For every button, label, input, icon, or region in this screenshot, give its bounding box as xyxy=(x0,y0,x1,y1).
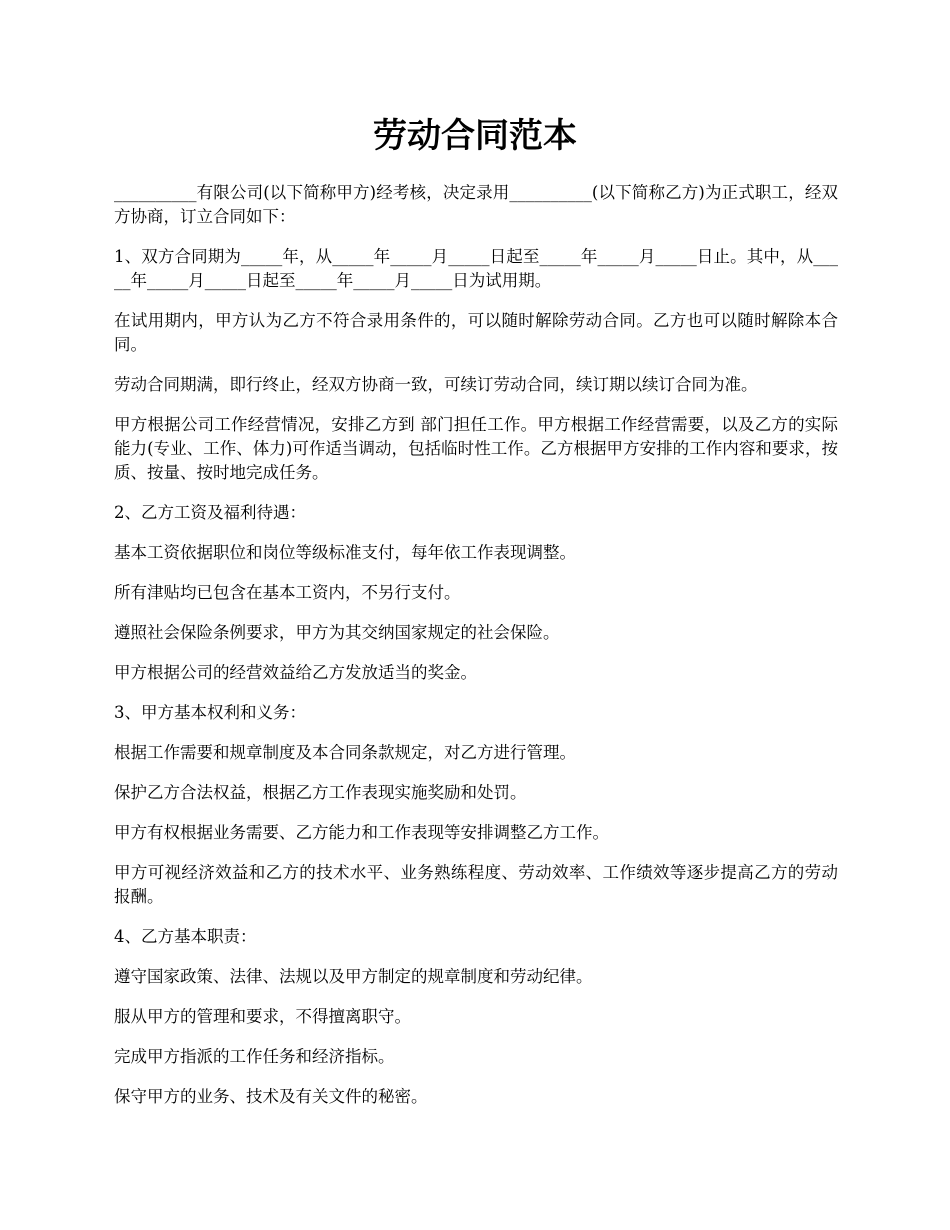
paragraph-confidentiality: 保守甲方的业务、技术及有关文件的秘密。 xyxy=(114,1087,428,1106)
paragraph-compensation: 甲方可视经济效益和乙方的技术水平、业务熟练程度、劳动效率、工作绩效等逐步提高乙方的劳动报酬。 xyxy=(114,863,838,906)
paragraph-management: 根据工作需要和规章制度及本合同条款规定，对乙方进行管理。 xyxy=(114,743,576,762)
paragraph-compliance: 遵守国家政策、法律、法规以及甲方制定的规章制度和劳动纪律。 xyxy=(114,967,593,986)
paragraph-adjustment: 甲方有权根据业务需要、乙方能力和工作表现等安排调整乙方工作。 xyxy=(114,823,609,842)
paragraph-tasks: 完成甲方指派的工作任务和经济指标。 xyxy=(114,1047,395,1066)
document-body xyxy=(114,181,838,1125)
paragraph-social-insurance: 遵照社会保险条例要求，甲方为其交纳国家规定的社会保险。 xyxy=(114,623,560,642)
paragraph-bonus: 甲方根据公司的经营效益给乙方发放适当的奖金。 xyxy=(114,663,477,682)
section-heading-salary: 2、乙方工资及福利待遇： xyxy=(114,503,306,522)
section-heading-party-a: 3、甲方基本权利和义务： xyxy=(114,703,306,722)
paragraph-intro: __________有限公司(以下简称甲方)经考核，决定录用__________(以下简称乙方)为正式职工，经双方协商，订立合同如下： xyxy=(114,183,838,226)
paragraph-protection: 保护乙方合法权益，根据乙方工作表现实施奖励和处罚。 xyxy=(114,783,527,802)
paragraph-contract-term: 1、双方合同期为_____年，从_____年_____月_____日起至_____年_____月_____日止。其中，从_____年_____月_____日起至_____年_____月_____日为试用期。 xyxy=(114,247,838,290)
paragraph-obedience: 服从甲方的管理和要求，不得擅离职守。 xyxy=(114,1007,411,1026)
paragraph-assignment: 甲方根据公司工作经营情况，安排乙方到 部门担任工作。甲方根据工作经营需要，以及乙方的实际能力(专业、工作、体力)可作适当调动，包括临时性工作。乙方根据甲方安排的工作内容和要求，按质、按量、按时地完成任务。 xyxy=(114,415,838,482)
section-heading-party-b: 4、乙方基本职责： xyxy=(114,927,257,946)
paragraph-allowances: 所有津贴均已包含在基本工资内，不另行支付。 xyxy=(114,583,461,602)
document-title: 劳动合同范本 xyxy=(373,116,577,156)
paragraph-expiry: 劳动合同期满，即行终止，经双方协商一致，可续订劳动合同，续订期以续订合同为准。 xyxy=(114,375,758,394)
paragraph-probation: 在试用期内，甲方认为乙方不符合录用条件的，可以随时解除劳动合同。乙方也可以随时解除本合同。 xyxy=(114,311,838,354)
paragraph-base-salary: 基本工资依据职位和岗位等级标准支付，每年依工作表现调整。 xyxy=(114,543,576,562)
